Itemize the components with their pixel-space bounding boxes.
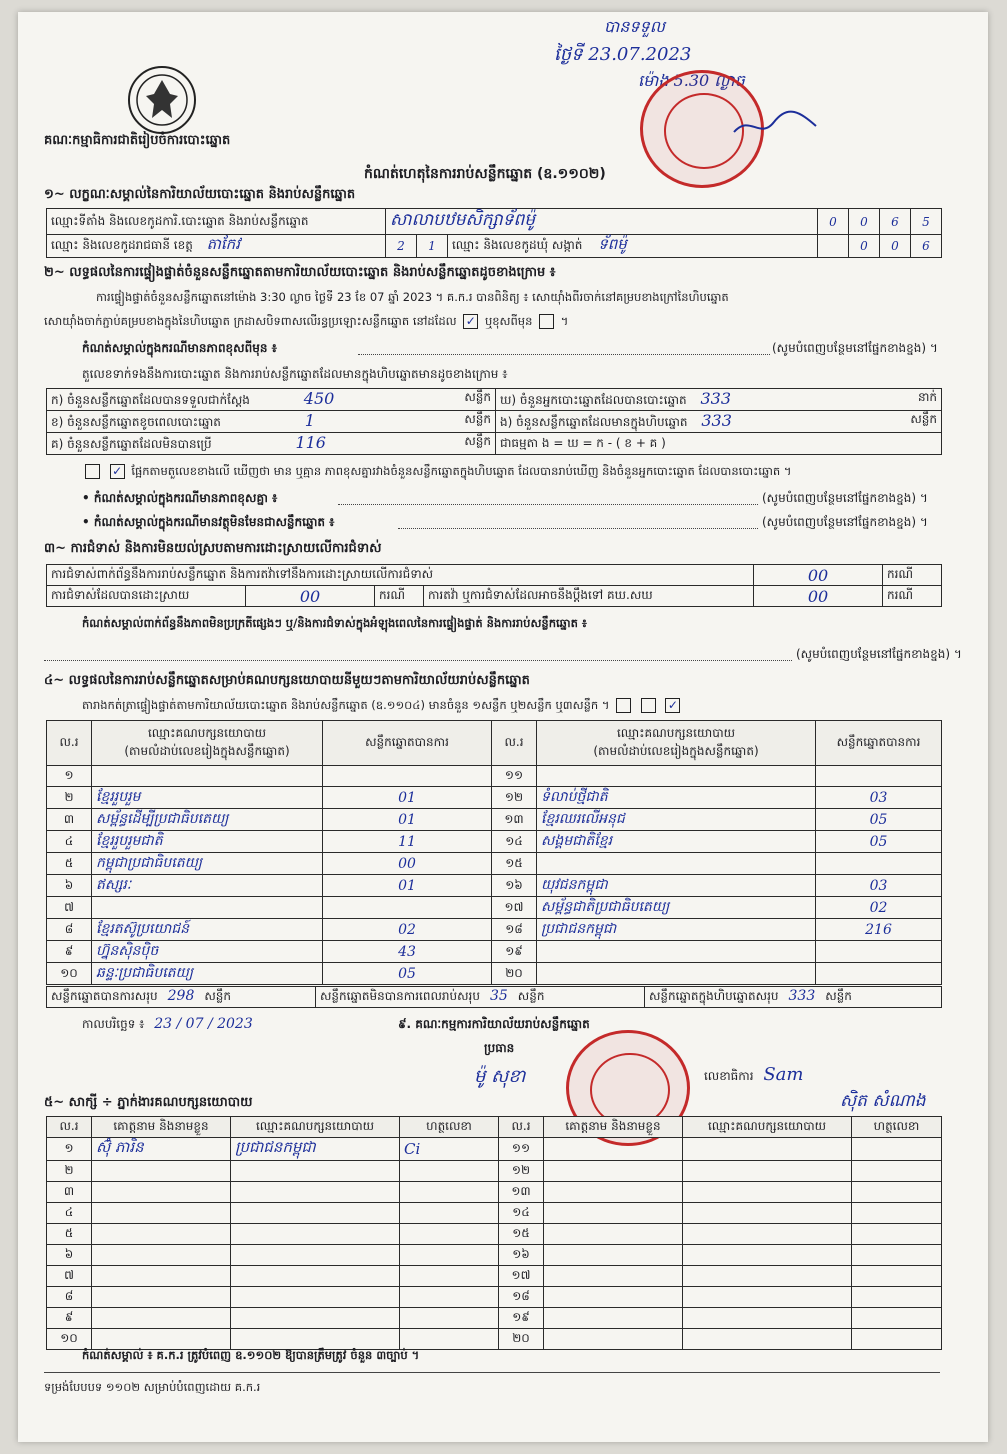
witness-sign-cell [852,1138,942,1161]
result-votes-cell: 01 [323,875,492,897]
result-no-cell: ១២ [492,787,537,809]
s4-secretary-label: លេខាធិការ [704,1069,754,1083]
table-row [47,897,942,919]
witness-party-cell: ប្រជាជនកម្ពុជា [231,1138,400,1161]
total-box-value: 333 [788,988,816,1004]
result-votes-cell [816,853,942,875]
s2-note-label: កំណត់សម្គាល់ក្នុងករណីមានភាពខុសពីមុន ៖ [82,341,277,355]
count-k-unit: សន្លឹក [464,390,491,404]
s4-sub-text: តារាងកត់ត្រាផ្ទៀងផ្ទាត់តាមការិយាល័យបោះឆ្នោត និងរាប់សន្លឹកឆ្នោត (ឧ.១១០៤) មានចំនួន ១សន្លឹក ឬ២សន្លឹក ឬ៣សន្លឹក ។ [82,698,610,712]
witness-party-cell [231,1308,400,1329]
witness-no-cell: ២ [47,1161,92,1182]
witness-party-cell [231,1245,400,1266]
col-sign: ហត្ថលេខា [400,1117,499,1138]
s3-row1-value: 00 [754,565,883,586]
footer-form-ref: ទម្រង់បែបបទ ១១០២ សម្រាប់បំពេញដោយ គ.ក.រ [44,1380,261,1394]
no-difference-checkbox[interactable]: ✓ [110,464,125,479]
s3-row2-label: ការជំទាស់ដែលបានដោះស្រាយ [47,586,246,607]
result-votes-cell: 05 [323,963,492,985]
result-party-cell: សម្ព័ន្ធជាតិប្រជាធិបតេយ្យ [537,897,816,919]
witness-name-cell [92,1245,231,1266]
witness-no-cell: ១ [47,1138,92,1161]
count-ng-label: ង) ចំនួនសន្លឹកឆ្នោតដែលមានក្នុងហិបឆ្នោត [500,415,688,429]
result-votes-cell: 03 [816,875,942,897]
count-g-unit: សន្លឹក [464,434,491,448]
witness-sign-cell [852,1182,942,1203]
witness-name-cell [92,1308,231,1329]
s3-note: កំណត់សម្គាល់ពាក់ព័ន្ធនឹងភាពមិនប្រក្រតីផ្សេងៗ ឬ/និងការជំទាស់ក្នុងអំឡុងពេលនៃការផ្ទៀងផ្ទាត់ និងការរាប់សន្លឹកឆ្នោត ៖ [82,616,587,630]
received-note: បានទទួល [604,17,665,36]
result-votes-cell: 01 [323,787,492,809]
witness-party-cell [683,1224,852,1245]
s2-bullet1: • កំណត់សម្គាល់ក្នុងករណីមានភាពខុសគ្នា ៖ [82,491,278,505]
s4-committee: ៩. គណៈកម្មការការិយាល័យរាប់សន្លឹកឆ្នោត [398,1017,590,1031]
result-no-cell: ៤ [47,831,92,853]
witness-no-cell: ៨ [47,1287,92,1308]
s3-row2-value: 00 [246,586,375,607]
result-votes-cell: 00 [323,853,492,875]
witness-no-cell: ២០ [499,1329,544,1350]
total-valid-value: 298 [167,988,195,1004]
col-party [92,721,323,766]
result-party-cell: ខ្មែរឈរលើអនុជ [537,809,816,831]
s4-sub [82,698,683,715]
witness-sign-cell [400,1287,499,1308]
witness-name-cell: ស៊ុំ ភារិន [92,1138,231,1161]
witness-name-cell [544,1224,683,1245]
table-row [47,1329,942,1350]
s2-paragraph-1: ការផ្ទៀងផ្ទាត់ចំនួនសន្លឹកឆ្នោតនៅម៉ោង 3:30 ល្ងាច ថ្ងៃទី 23 ខែ 07 ឆ្នាំ 2023 ។ គ.ក.រ បានពិនិត្យ ៖ សោយ៉ាំងពីរចាក់នៅគម្របខាងក្រៅនៃហិបឆ្នោត [96,290,729,304]
witness-sign-cell [400,1224,499,1245]
section5-title: ៥~ សាក្សី ÷ ភ្នាក់ងារគណបក្សនយោបាយ [44,1095,253,1110]
witness-party-cell [683,1245,852,1266]
col-votes: សន្លឹកឆ្នោតបានការ [816,721,942,766]
count-g-value: 116 [295,433,326,452]
col-party [537,721,816,766]
section4-title: ៤~ លទ្ធផលនៃការរាប់សន្លឹកឆ្នោតសម្រាប់គណបក្សនយោបាយនីមួយៗតាមការិយាល័យរាប់សន្លឹកឆ្នោត [44,673,530,688]
s3-row2b-value: 00 [754,586,883,607]
result-party-cell [92,897,323,919]
s4-date-label: កាលបរិច្ឆេទ ៖ [82,1017,145,1031]
col-votes: សន្លឹកឆ្នោតបានការ [323,721,492,766]
witness-party-cell [683,1329,852,1350]
col-party: ឈ្មោះគណបក្សនយោបាយ [683,1117,852,1138]
s3-note-line [44,660,792,661]
result-no-cell: ៨ [47,919,92,941]
witness-no-cell: ១៦ [499,1245,544,1266]
section2-title: ២~ លទ្ធផលនៃការផ្ទៀងផ្ទាត់ចំនួនសន្លឹកឆ្នោតតាមការិយាល័យបោះឆ្នោត និងរាប់សន្លឹកឆ្នោតដូចខាងក្រោម ៖ [44,265,556,280]
witness-party-cell [231,1182,400,1203]
witness-name-cell [92,1161,231,1182]
s1-row1-label: ឈ្មោះទីតាំង និងលេខកូដការិ.បោះឆ្នោត និងរាប់សន្លឹកឆ្នោត [47,209,386,235]
result-party-cell [537,941,816,963]
col-no: ល.រ [492,721,537,766]
total-invalid-label: សន្លឹកឆ្នោតមិនបានការពេលរាប់សរុប [320,989,480,1003]
count-kh-label: ខ) ចំនួនសន្លឹកឆ្នោតខូចពេលបោះឆ្នោត [51,415,221,429]
result-votes-cell: 02 [323,919,492,941]
table-row [47,1245,942,1266]
s1-row1-value: សាលាបឋមសិក្សាទ័ពម៉ូ [386,209,818,235]
result-party-cell: សម្ព័ន្ធដើម្បីប្រជាធិបតេយ្យ [92,809,323,831]
count-g-label: គ) ចំនួនសន្លឹកឆ្នោតដែលមិនបានប្រើ [51,437,212,451]
col-party-title: ឈ្មោះគណបក្សនយោបាយ [147,726,267,740]
count-ng-unit: សន្លឹក [910,412,937,426]
different-checkbox[interactable] [539,314,554,329]
s1-commune-code-digit: 0 [880,235,911,258]
witness-party-cell [683,1138,852,1161]
witness-party-cell [683,1182,852,1203]
total-invalid-value: 35 [489,988,508,1004]
s2-count-table [46,388,942,455]
result-party-cell: ខ្មែររួបរួម [92,787,323,809]
witness-no-cell: ១៨ [499,1287,544,1308]
s2-counted-title: តួលេខទាក់ទងនឹងការបោះឆ្នោត និងការរាប់សន្លឹកឆ្នោតដែលមានក្នុងហិបឆ្នោតមានដូចខាងក្រោម ៖ [82,367,508,381]
count-formula: ជាធម្មតា ង = ឃ = ក - ( ខ + គ ) [496,433,942,455]
witness-name-cell [544,1287,683,1308]
witness-party-cell [683,1161,852,1182]
three-sheets-checkbox[interactable]: ✓ [665,698,680,713]
witness-name-cell [544,1308,683,1329]
witness-name-cell [92,1182,231,1203]
s5-witness-table [46,1116,942,1350]
org-name: គណៈកម្មាធិការជាតិរៀបចំការបោះឆ្នោត [44,133,231,148]
result-votes-cell: 43 [323,941,492,963]
witness-party-cell [683,1308,852,1329]
witness-sign-cell: Ci [400,1138,499,1161]
table-row [47,1266,942,1287]
result-votes-cell [323,766,492,787]
s4-date-value: 23 / 07 / 2023 [154,1016,253,1032]
s1-province-code-digit: 2 [386,235,417,258]
s4-chair-label: ប្រធាន [484,1041,515,1055]
witness-name-cell [92,1203,231,1224]
s2-fill-hint: (សូមបំពេញបន្ថែមនៅផ្នែកខាងខ្នង) ។ [772,341,938,355]
result-votes-cell: 02 [816,897,942,919]
col-name: គោត្តនាម និងនាមខ្លួន [92,1117,231,1138]
witness-party-cell [683,1266,852,1287]
col-party: ឈ្មោះគណបក្សនយោបាយ [231,1117,400,1138]
witness-no-cell: ៦ [47,1245,92,1266]
result-party-cell: ទំលាប់ថ្មីជាតិ [537,787,816,809]
table-row [47,875,942,897]
result-party-cell: សង្គមជាតិខ្មែរ [537,831,816,853]
result-no-cell: ១៩ [492,941,537,963]
result-party-cell: យុវជនកម្ពុជា [537,875,816,897]
witness-name-cell [92,1329,231,1350]
footer-divider [44,1372,940,1373]
s3-row1-unit: ករណី [883,565,942,586]
s2-note-line [358,354,770,355]
table-row [47,831,942,853]
witness-party-cell [683,1287,852,1308]
s3-row1-label: ការជំទាស់ពាក់ព័ន្ធនឹងការរាប់សន្លឹកឆ្នោត និងការតវ៉ាទៅនឹងការដោះស្រាយលើការជំទាស់ [47,565,754,586]
s4-results-table [46,720,942,985]
s2-bullet2-hint: (សូមបំពេញបន្ថែមនៅផ្នែកខាងខ្នង) ។ [762,515,928,529]
witness-sign-cell [400,1182,499,1203]
count-kh-value: 1 [304,411,315,430]
witness-no-cell: ១៩ [499,1308,544,1329]
s3-fill-hint: (សូមបំពេញបន្ថែមនៅផ្នែកខាងខ្នង) ។ [796,647,962,661]
result-no-cell: ១៧ [492,897,537,919]
same-as-before-checkbox[interactable]: ✓ [463,314,478,329]
total-box-label: សន្លឹកឆ្នោតក្នុងហិបឆ្នោតសរុប [649,989,779,1003]
witness-name-cell [544,1138,683,1161]
count-k-value: 450 [303,389,335,408]
s4-date [82,1016,253,1034]
witness-sign-cell [852,1308,942,1329]
witness-no-cell: ១០ [47,1329,92,1350]
col-sign: ហត្ថលេខា [852,1117,942,1138]
result-votes-cell: 216 [816,919,942,941]
s2-para2-or: ឬខុសពីមុន [484,314,533,328]
result-no-cell: ២ [47,787,92,809]
count-gh-value: 333 [700,389,731,408]
s2-bullet2-line [398,528,758,529]
s1-code-digit: 0 [818,209,849,235]
s4-chair-sign: ម៉ូ សុខា [474,1066,526,1087]
witness-name-cell [544,1245,683,1266]
s3-row2-unit: ករណី [375,586,424,607]
count-ng-value: 333 [701,411,732,430]
table-row [47,963,942,985]
result-party-cell: ខ្មែរតស៊ូប្រយោជន៍ [92,919,323,941]
s4-secretary [704,1064,803,1086]
result-party-cell: ហ្វ៊ុនស៊ិនប៉ិច [92,941,323,963]
s2-para2-text: សោយ៉ាំងចាក់ភ្ជាប់គម្របខាងក្នុងនៃហិបឆ្នោត ក្រដាសបិទពាសលើរន្ធប្រឡោះសន្លឹកឆ្នោត នៅដដែល [44,314,457,328]
nec-emblem-icon [126,64,198,136]
result-no-cell: ១ [47,766,92,787]
witness-sign-cell [400,1203,499,1224]
received-date: ថ្ងៃទី 23.07.2023 [554,44,692,65]
result-party-cell: ប្រជាជនកម្ពុជា [537,919,816,941]
table-row [47,1224,942,1245]
result-no-cell: ១៣ [492,809,537,831]
result-no-cell: ១៨ [492,919,537,941]
s2-bullet2: • កំណត់សម្គាល់ក្នុងករណីមានវត្ថុមិនមែនជាសន្លឹកឆ្នោត ៖ [82,515,335,529]
s1-commune-cell [448,235,818,258]
table-row [47,919,942,941]
col-no: ល.រ [499,1117,544,1138]
total-invalid-unit: សន្លឹក [517,989,545,1003]
count-k-label: ក) ចំនួនសន្លឹកឆ្នោតដែលបានទទួលជាក់ស្តែង [51,393,250,407]
s2-check-text: ផ្អែកតាមតួលេខខាងលើ ឃើញថា មាន ឬគ្មាន ភាពខុសគ្នារវាងចំនួនសន្លឹកឆ្នោតក្នុងហិបឆ្នោត ដែលបានរាប់ឃើញ និងចំនួនអ្នកបោះឆ្នោត ដែលបានបោះឆ្នោត ។ [131,464,792,478]
result-votes-cell: 11 [323,831,492,853]
total-valid-label: សន្លឹកឆ្នោតបានការសរុប [51,989,158,1003]
witness-name-cell [544,1329,683,1350]
result-party-cell [537,853,816,875]
s4-totals-table [46,986,942,1008]
one-sheet-checkbox[interactable] [616,698,631,713]
witness-party-cell [231,1224,400,1245]
witness-name-cell [92,1224,231,1245]
result-no-cell: ១១ [492,766,537,787]
result-votes-cell [816,941,942,963]
s1-code-digit: 0 [849,209,880,235]
s4-secretary-name: ស៊ិត សំណាង [840,1091,926,1111]
result-no-cell: ៣ [47,809,92,831]
result-party-cell: កម្ពុជាប្រជាធិបតេយ្យ [92,853,323,875]
result-no-cell: ១៦ [492,875,537,897]
result-no-cell: ១០ [47,963,92,985]
witness-party-cell [683,1203,852,1224]
s1-province-label: ឈ្មោះ និងលេខកូដរាជធានី ខេត្ត [51,238,193,252]
witness-sign-cell [852,1287,942,1308]
witness-sign-cell [852,1161,942,1182]
s1-empty-cell [818,235,849,258]
table-row [47,766,942,787]
result-votes-cell: 05 [816,809,942,831]
witness-no-cell: ១១ [499,1138,544,1161]
table-row [47,787,942,809]
total-box-unit: សន្លឹក [825,989,852,1003]
count-gh-label: ឃ) ចំនួនអ្នកបោះឆ្នោតដែលបានបោះឆ្នោត [500,393,687,407]
s1-commune-code-digit: 0 [849,235,880,258]
table-row [47,1161,942,1182]
witness-sign-cell [852,1329,942,1350]
result-no-cell: ២០ [492,963,537,985]
witness-sign-cell [852,1203,942,1224]
table-row [47,1138,942,1161]
s3-row2b-label: ការតវ៉ា ឬការជំទាស់ដែលអាចនឹងប្តឹងទៅ គឃ.សឃ [424,586,754,607]
document-sheet [18,12,988,1442]
s1-code-digit: 5 [911,209,942,235]
witness-party-cell [231,1287,400,1308]
has-difference-checkbox[interactable] [85,464,100,479]
witness-name-cell [92,1287,231,1308]
section1-table [46,208,942,258]
witness-name-cell [544,1266,683,1287]
witness-sign-cell [400,1308,499,1329]
witness-no-cell: ១៧ [499,1266,544,1287]
table-row [47,1182,942,1203]
result-party-cell: ឆន្ទៈប្រជាធិបតេយ្យ [92,963,323,985]
s2-bullet1-line [338,504,758,505]
received-time: ម៉ោង 5.30 ល្ងាច [638,71,745,90]
footer-note: កំណត់សម្គាល់ ៖ គ.ក.រ ត្រូវបំពេញ ឧ.១១០២ ឱ្យបានត្រឹមត្រូវ ចំនួន ៣ច្បាប់ ។ [82,1348,420,1362]
result-votes-cell [323,897,492,919]
s3-row2b-unit: ករណី [883,586,942,607]
table-row [47,809,942,831]
witness-no-cell: ៥ [47,1224,92,1245]
result-no-cell: ៧ [47,897,92,919]
result-party-cell [537,963,816,985]
form-title: កំណត់ហេតុនៃការរាប់សន្លឹកឆ្នោត (ឧ.១១០២) [364,166,606,182]
witness-no-cell: ៣ [47,1182,92,1203]
witness-no-cell: ១២ [499,1161,544,1182]
result-no-cell: ៥ [47,853,92,875]
s2-bullet1-hint: (សូមបំពេញបន្ថែមនៅផ្នែកខាងខ្នង) ។ [762,491,928,505]
witness-no-cell: ១៣ [499,1182,544,1203]
s1-commune-value: ទ័ពម៉ូ [598,235,627,253]
witness-no-cell: ៧ [47,1266,92,1287]
witness-name-cell [92,1266,231,1287]
result-no-cell: ១៥ [492,853,537,875]
col-party-title: ឈ្មោះគណបក្សនយោបាយ [616,726,736,740]
result-no-cell: ១៤ [492,831,537,853]
table-row [47,1308,942,1329]
result-votes-cell: 05 [816,831,942,853]
s1-province-code-digit: 1 [417,235,448,258]
s1-commune-code-digit: 6 [911,235,942,258]
section1-title: ១~ លក្ខណៈសម្គាល់នៃការិយាល័យបោះឆ្នោត និងរាប់សន្លឹកឆ្នោត [44,187,356,202]
witness-party-cell [231,1203,400,1224]
count-kh-unit: សន្លឹក [464,412,491,426]
result-no-cell: ៩ [47,941,92,963]
result-party-cell: ឥស្សរៈ [92,875,323,897]
witness-no-cell: ១៤ [499,1203,544,1224]
s1-code-digit: 6 [880,209,911,235]
total-valid-unit: សន្លឹក [204,989,232,1003]
witness-name-cell [544,1182,683,1203]
table-row [47,941,942,963]
signature-top-icon [730,104,820,144]
result-votes-cell [816,766,942,787]
result-votes-cell: 03 [816,787,942,809]
result-votes-cell [816,963,942,985]
s2-check-line [82,464,791,481]
witness-party-cell [231,1266,400,1287]
witness-sign-cell [852,1224,942,1245]
result-party-cell [92,766,323,787]
witness-sign-cell [852,1266,942,1287]
witness-no-cell: ១៥ [499,1224,544,1245]
col-no: ល.រ [47,721,92,766]
s3-table [46,564,942,607]
col-party-sub: (តាមលំដាប់លេខរៀងក្នុងសន្លឹកឆ្នោត) [124,744,290,758]
witness-sign-cell [400,1266,499,1287]
result-votes-cell: 01 [323,809,492,831]
witness-sign-cell [852,1245,942,1266]
col-party-sub: (តាមលំដាប់លេខរៀងក្នុងសន្លឹកឆ្នោត) [593,744,759,758]
section3-title: ៣~ ការជំទាស់ និងការមិនយល់ស្របតាមការដោះស្រាយលើការជំទាស់ [44,541,382,556]
witness-name-cell [544,1203,683,1224]
witness-name-cell [544,1161,683,1182]
result-party-cell [537,766,816,787]
table-row [47,853,942,875]
witness-sign-cell [400,1161,499,1182]
table-row [47,1203,942,1224]
s2-paragraph-2: សោយ៉ាំងចាក់ភ្ជាប់គម្របខាងក្នុងនៃហិបឆ្នោត ក្រដាសបិទពាសលើរន្ធប្រឡោះសន្លឹកឆ្នោត នៅដដែល ✓ ឬខុសពីមុន ។ [44,314,569,328]
witness-no-cell: ៩ [47,1308,92,1329]
witness-party-cell [231,1329,400,1350]
result-party-cell: ខ្មែររួបរួមជាតិ [92,831,323,853]
count-gh-unit: នាក់ [917,390,937,404]
two-sheets-checkbox[interactable] [641,698,656,713]
s4-secretary-sign: Sam [763,1064,804,1085]
s1-province-value: តាកែវ [206,235,240,253]
witness-sign-cell [400,1329,499,1350]
s1-commune-label: ឈ្មោះ និងលេខកូដឃុំ សង្កាត់ [452,238,583,252]
s1-row2-label [47,235,386,258]
witness-no-cell: ៤ [47,1203,92,1224]
table-row [47,1287,942,1308]
witness-sign-cell [400,1245,499,1266]
result-no-cell: ៦ [47,875,92,897]
col-name: គោត្តនាម និងនាមខ្លួន [544,1117,683,1138]
col-no: ល.រ [47,1117,92,1138]
witness-party-cell [231,1161,400,1182]
